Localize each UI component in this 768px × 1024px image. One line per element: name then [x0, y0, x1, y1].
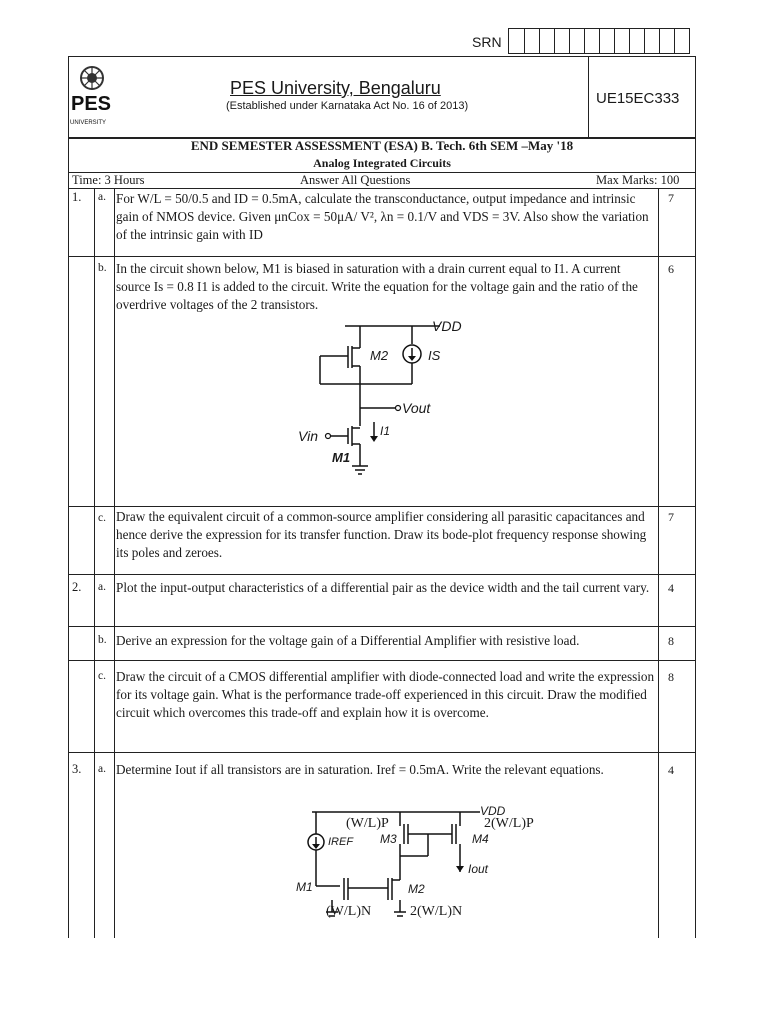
exam-title: END SEMESTER ASSESSMENT (ESA) B. Tech. 6th SEM –May '18	[190, 138, 574, 153]
question-marks: 4	[668, 581, 674, 595]
question-part: b.	[98, 262, 107, 274]
srn-label: SRN	[472, 34, 502, 50]
university-logo	[70, 64, 120, 128]
m3-label: M3	[380, 832, 397, 846]
question-number: 1.	[72, 190, 82, 204]
question-number: 2.	[72, 580, 82, 594]
iout-label: Iout	[468, 862, 489, 876]
question-1c-text: Draw the equivalent circuit of a common-source amplifier considering all parasitic capacitances and hence derive the expression for its transfer function. Draw its bode-plot frequency response showing its poles and zeroes.	[116, 509, 647, 560]
question-part: a.	[98, 191, 106, 203]
srn-boxes	[508, 28, 690, 54]
question-2c-text: Draw the circuit of a CMOS differential amplifier with diode-connected load and write the expression for its voltage gain. What is the performance trade-off experienced in this circuit. Draw the modified circuit which overcomes this trade-off and explain how it is overcome.	[116, 669, 655, 720]
question-1b-text: In the circuit shown below, M1 is biased in saturation with a drain current equal to I1. A current source Is = 0.8 I1 is added to the circuit. Write the equation for the voltage gain and the ratio of the overdrive voltages of the 2 transistors.	[116, 261, 638, 312]
question-marks: 7	[668, 191, 674, 205]
svg-text:UNIVERSITY: UNIVERSITY	[70, 120, 107, 126]
question-part: a.	[98, 763, 106, 775]
row-divider	[68, 138, 696, 139]
m1-label: M1	[296, 880, 313, 894]
question-1a-text: For W/L = 50/0.5 and ID = 0.5mA, calculate the transconductance, output impedance and intrinsic gain of NMOS device. Given μnCox = 50μA/ V², λn = 0.1/V and VDS = 3V. Also show the variation of the intrinsic gain with ID	[116, 191, 649, 242]
column-divider	[94, 188, 95, 938]
question-marks: 8	[668, 634, 674, 648]
question-part: c.	[98, 670, 106, 682]
row-divider	[68, 752, 696, 753]
handwritten-note: 2(W/L)P	[484, 816, 534, 831]
m2-label: M2	[370, 348, 389, 363]
row-divider	[68, 188, 696, 189]
iref-label: IREF	[328, 836, 354, 848]
exam-instructions: Answer All Questions	[300, 173, 411, 187]
row-divider	[68, 660, 696, 661]
question-marks: 4	[668, 763, 674, 777]
exam-subject: Analog Integrated Circuits	[313, 156, 451, 170]
row-divider	[68, 256, 696, 257]
question-2a-text: Plot the input-output characteristics of a differential pair as the device width and the tail current vary.	[116, 580, 650, 595]
vdd-label: VDD	[432, 318, 462, 334]
question-marks: 7	[668, 510, 674, 524]
question-part: c.	[98, 512, 106, 524]
row-divider	[68, 574, 696, 575]
question-number: 3.	[72, 762, 82, 776]
column-divider	[114, 188, 115, 938]
handwritten-note: (W/L)N	[326, 904, 372, 919]
question-marks: 6	[668, 262, 674, 276]
circuit-diagram-1	[300, 318, 460, 478]
table-border-left	[68, 138, 69, 938]
max-marks: Max Marks: 100	[596, 173, 680, 187]
row-divider	[68, 172, 696, 173]
handwritten-note: (W/L)P	[346, 816, 389, 831]
is-label: IS	[428, 348, 441, 363]
m2-label: M2	[408, 882, 425, 896]
question-3a-text: Determine Iout if all transistors are in saturation. Iref = 0.5mA. Write the relevant equations.	[116, 762, 604, 777]
course-code: UE15EC333	[596, 90, 680, 107]
university-subtitle: (Established under Karnataka Act No. 16 of 2013)	[226, 100, 469, 112]
m1-label: M1	[332, 450, 351, 465]
row-divider	[68, 506, 696, 507]
vin-label: Vin	[298, 428, 318, 444]
question-2b-text: Derive an expression for the voltage gain of a Differential Amplifier with resistive load.	[116, 633, 580, 648]
exam-time: Time: 3 Hours	[72, 173, 145, 187]
m4-label: M4	[472, 832, 489, 846]
table-border-right	[695, 138, 696, 938]
i1-label: I1	[380, 424, 391, 438]
vdd-label: VDD	[480, 804, 506, 818]
vout-label: Vout	[402, 400, 431, 416]
university-name: PES University, Bengaluru	[230, 78, 441, 98]
svg-text:PES: PES	[71, 93, 112, 115]
row-divider	[68, 626, 696, 627]
question-part: b.	[98, 634, 107, 646]
handwritten-note: 2(W/L)N	[410, 904, 463, 919]
question-part: a.	[98, 581, 106, 593]
question-marks: 8	[668, 670, 674, 684]
column-divider	[658, 188, 659, 938]
